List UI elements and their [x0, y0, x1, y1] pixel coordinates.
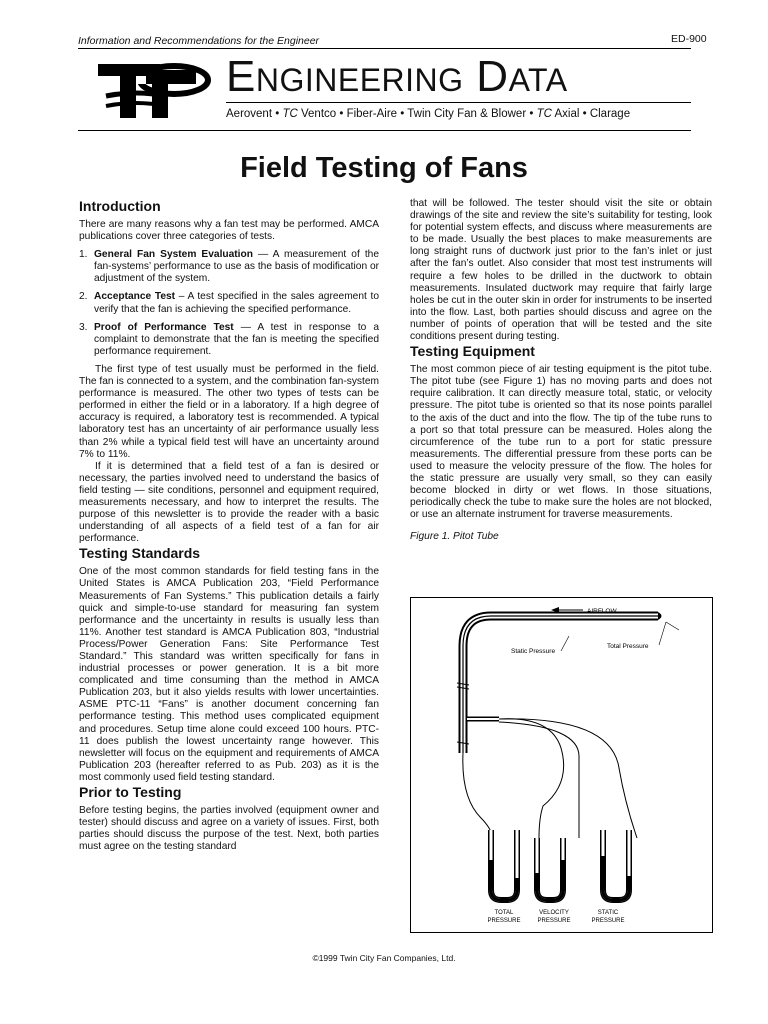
right-column	[410, 198, 712, 543]
masthead-initial-e: E	[226, 52, 256, 101]
pitot-tube-nose	[658, 612, 662, 620]
list-term: Proof of Performance Test	[94, 321, 234, 333]
brand-tc-1: TC	[282, 108, 298, 120]
standards-paragraph: One of the most common standards for field testing fans in the United States is AMCA Publication 203, “Field Performance Measurements of Fan Systems.” This publication details a fairly quick and simple-to-use standard for measuring fan system performance and the uncertainty in results is usually less than 11%. Another test standard is AMCA Publication 803, “Industrial Process/Power Generation Fans: Site Performance Test Standard.” This standard was written specifically for fans in industrial processes or power generation. It is a bit more complicated and time consuming than the method in AMCA Publication 203, but it also yields results with lower uncertainties. ASME PTC-11 “Fans” is another document concerning fan performance testing. This method uses complicated equipment and procedures. Setup time alone could exceed 100 hours. PTC-11 does publish the lowest uncertainty range however. This newsletter will focus on the equipment and requirements of AMCA Publication 203 (hereafter referred to as Pub. 203) as it is the most commonly used field testing standard.	[79, 566, 379, 783]
top-rule	[78, 48, 691, 49]
hose-total	[463, 753, 493, 838]
prior-paragraph-1: Before testing begins, the parties involved (equipment owner and tester) should discuss and agree on a variety of issues. First, both parties should discuss the purpose of the test. Next, both parties must agree on the testing standard	[79, 805, 379, 853]
gauge-static-label-1: STATIC	[597, 910, 619, 916]
brand-list-post: Axial • Clarage	[554, 108, 631, 120]
list-text: — A measurement of the fan-systems’ performance to use as the basis of modification or adjustment of the system.	[94, 249, 380, 285]
header-tagline: Information and Recommendations for the Engineer	[78, 35, 320, 47]
static-pressure-label: Static Pressure	[511, 648, 556, 655]
brand-list-pre: Aerovent •	[226, 108, 280, 120]
intro-paragraph-1: There are many reasons why a fan test may be performed. AMCA publications cover three categories of tests.	[79, 219, 379, 243]
list-item	[79, 249, 379, 285]
gauge-total-label-2: PRESSURE	[487, 918, 521, 924]
test-category-list	[79, 249, 379, 358]
masthead-rule	[226, 102, 691, 103]
equipment-paragraph: The most common piece of air testing equipment is the pitot tube. The pitot tube (see Figure 1) has no moving parts and does not require calibration. It can directly measure total, static, or velocity pressure. The pitot tube is oriented so that its nose points parallel to the axis of the duct and into the flow. The tip of the tube runs to a port so that total pressure can be measured. Holes along the circumference of the tube run to a port for static pressure measurements. The differential pressure from these ports can be used to measure the velocity pressure of the flow. The holes for the static pressure are usually very small, so they can easily become blocked in dirty or wet flows. In those situations, periodically check the tube to make sure the holes are not blocked, or use an alternate instrument for traverse measurements.	[410, 364, 712, 521]
brand-list	[226, 108, 630, 120]
pitot-tube-outer	[463, 616, 658, 753]
list-term: General Fan System Evaluation	[94, 249, 253, 261]
list-item	[79, 322, 379, 358]
list-number: 2.	[79, 291, 88, 303]
figure-caption: Figure 1. Pitot Tube	[410, 531, 499, 543]
list-term: Acceptance Test	[94, 291, 176, 303]
intro-paragraph-2: The first type of test usually must be performed in the field. The fan is connected to a system, and the combination fan-system performance is measured. The other two types of tests can be performed in either the field or in a laboratory. If a high degree of accuracy is required, a laboratory test is recommended. A typical laboratory test has an uncertainty of air performance usually less than 2% while a typical field test will have an uncertainty around 7% to 11%.	[79, 363, 379, 460]
masthead-initial-d: D	[476, 52, 509, 101]
document-code: ED-900	[671, 33, 707, 45]
hose-velocity-b	[499, 722, 579, 838]
total-pressure-label: Total Pressure	[607, 643, 649, 650]
manometer-total	[491, 830, 517, 900]
hose-velocity-a	[499, 719, 564, 838]
airflow-label: AIRFLOW	[587, 608, 617, 615]
masthead-word-ngineering: NGINEERING	[255, 62, 464, 98]
intro-heading: Introduction	[79, 198, 161, 214]
company-logo	[96, 56, 214, 120]
list-number: 3.	[79, 321, 88, 333]
article-title: Field Testing of Fans	[240, 152, 528, 184]
brand-tc-2: TC	[536, 108, 552, 120]
list-text: – A test specified in the sales agreement to verify that the fan is achieving the specified performance.	[94, 291, 379, 315]
standards-heading: Testing Standards	[79, 545, 201, 562]
manometer-velocity	[537, 838, 563, 900]
masthead-word-ata: ATA	[508, 62, 568, 98]
list-number: 1.	[79, 249, 88, 261]
pitot-tube-figure	[410, 597, 713, 933]
copyright-notice: ©1999 Twin City Fan Companies, Ltd.	[312, 953, 456, 963]
equipment-heading: Testing Equipment	[410, 343, 535, 360]
gauge-total-label-1: TOTAL	[494, 910, 514, 916]
gauge-velocity-label-2: PRESSURE	[537, 918, 571, 924]
hose-static	[499, 719, 637, 838]
prior-heading: Prior to Testing	[79, 784, 182, 801]
header-bottom-rule	[78, 130, 691, 131]
engineering-data-masthead	[226, 52, 568, 105]
left-column	[79, 198, 379, 853]
manometer-static	[603, 830, 629, 900]
gauge-static-label-2: PRESSURE	[591, 918, 625, 924]
intro-paragraph-3: If it is determined that a field test of a fan is desired or necessary, the parties involved need to understand the basics of field testing — site conditions, personnel and equipment required, measurements necessary, and how to interpret the results. The purpose of this newsletter is to provide the reader with a basic understanding of all aspects of a field test of a fan for air performance.	[79, 460, 379, 545]
brand-list-mid: Ventco • Fiber-Aire • Twin City Fan & Blower •	[301, 108, 534, 120]
list-item	[79, 291, 379, 315]
gauge-velocity-label-1: VELOCITY	[539, 910, 569, 916]
prior-paragraph-2: that will be followed. The tester should visit the site or obtain drawings of the site and review the site’s suitability for testing, look for potential system effects, and discuss where measurements are to be made. Usually the best places to make measurements are long straight runs of ductwork just prior to the fan’s inlet or just after the fan’s outlet. Also consider that most test instruments will require a few holes to be drilled in the ductwork to obtain measurements. Insulated ductwork may require that fairly large holes be cut in the outer skin in order for instruments to be inserted into the flow. Last, both parties should discuss and agree on the number of points of operation that will be tested and the site conditions present during testing.	[410, 198, 712, 343]
list-text: — A test in response to a complaint to demonstrate that the fan is meeting the specified performance requirement.	[94, 321, 379, 357]
pitot-tube-diagram	[411, 598, 712, 932]
